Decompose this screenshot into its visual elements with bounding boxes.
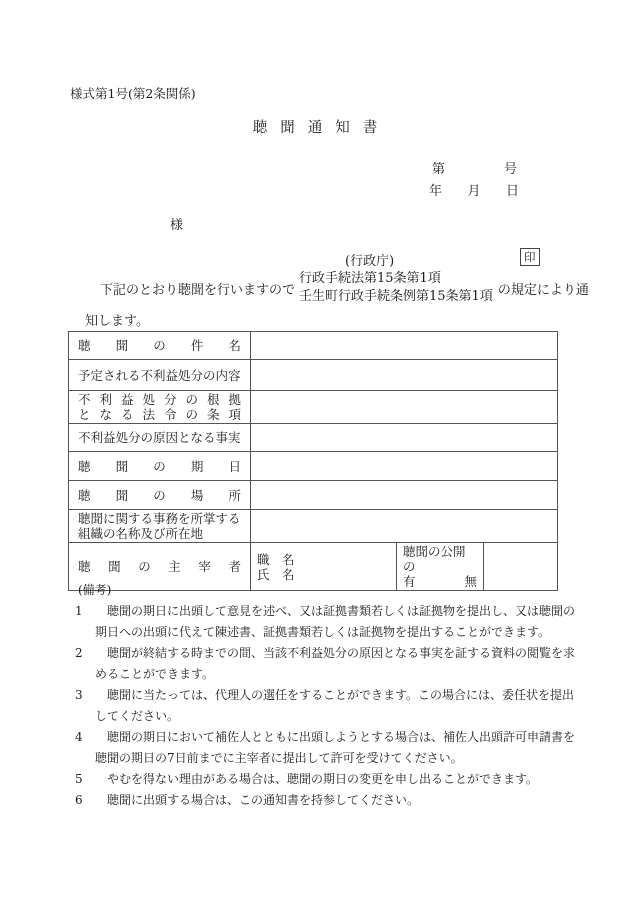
remark-number: 6 [75, 793, 83, 807]
table-row-responsible-organization [69, 510, 558, 543]
doc-number-prefix: 第 [432, 162, 446, 177]
intro-paragraph-continued: 知します。 [85, 314, 149, 329]
remarks-section [72, 580, 575, 811]
remark-item-4 [75, 727, 576, 769]
planned-disposition-value [251, 360, 558, 391]
hearing-public-no: 無 [464, 574, 477, 589]
remark-item-3 [75, 685, 575, 727]
table-row-case-name [69, 332, 558, 360]
remark-text: 聴聞の期日に出頭して意見を述べ、又は証拠書類若しくは証拠物を提出し、又は聴聞の期日への出頭に代えて陳述書、証拠書類若しくは証拠物を提出することができます。 [95, 604, 576, 639]
form-number: 様式第1号(第2条関係) [70, 86, 196, 101]
causal-facts-value [251, 424, 558, 452]
legal-basis-label [69, 391, 251, 424]
hearing-date-label: 聴聞の期日 [69, 452, 251, 481]
agency-label: (行政庁) [345, 254, 395, 269]
legal-basis-label-line2: となる法令の条項 [78, 407, 241, 422]
intro-paragraph [85, 270, 589, 306]
hearing-place-value [251, 481, 558, 510]
law-citation-national: 行政手続法第15条第1項 [299, 271, 441, 286]
date-month-label: 月 [467, 184, 481, 199]
hearing-public-label: 聴聞の公開の [403, 544, 466, 574]
remark-text: 聴聞が終結する時までの間、当該不利益処分の原因となる事実を証する資料の閲覧を求めることができます。 [95, 646, 576, 681]
document-number-line [432, 158, 517, 177]
remark-item-6 [75, 790, 575, 811]
law-citation-stack [299, 270, 493, 306]
document-date-line [429, 180, 519, 199]
remark-text: 聴聞に出頭する場合は、この通知書を持参してください。 [107, 793, 420, 807]
doc-number-suffix: 号 [503, 162, 517, 177]
table-row-causal-facts [69, 424, 558, 452]
causal-facts-label: 不利益処分の原因となる事実 [69, 424, 251, 452]
hearing-place-label: 聴聞の場所 [69, 481, 251, 510]
remark-text: やむを得ない理由がある場合は、聴聞の期日の変更を申し出ることができます。 [107, 772, 539, 786]
remark-number: 1 [75, 604, 83, 618]
planned-disposition-label: 予定される不利益処分の内容 [69, 360, 251, 391]
responsible-organization-label-line2: 組織の名称及び所在地 [78, 526, 204, 541]
presiding-officer-label: 聴聞の主宰者 [69, 543, 251, 591]
officer-title-label: 職 名 [257, 551, 295, 567]
document-title: 聴聞通知書 [252, 120, 391, 136]
hearing-date-value [251, 452, 558, 481]
remark-number: 3 [75, 688, 83, 702]
legal-basis-value [251, 391, 558, 424]
remark-item-5 [75, 769, 575, 790]
date-day-label: 日 [505, 184, 519, 199]
responsible-organization-label [69, 510, 251, 543]
table-row-hearing-date [69, 452, 558, 481]
table-row-hearing-place [69, 481, 558, 510]
remark-text: 聴聞に当たっては、代理人の選任をすることができます。この場合には、委任状を提出してください。 [95, 688, 575, 723]
officer-name-label: 氏 名 [257, 566, 295, 582]
case-name-label: 聴聞の件名 [69, 332, 251, 360]
intro-lead-text: 下記のとおり聴聞を行いますので [100, 282, 296, 298]
intro-tail-text: の規定により通 [497, 282, 589, 298]
responsible-organization-label-line1: 聴聞に関する事務を所掌する [78, 511, 241, 526]
remark-number: 2 [75, 646, 83, 660]
remark-number: 5 [75, 772, 83, 786]
remarks-heading: (備考) [78, 583, 112, 597]
case-name-value [251, 332, 558, 360]
remark-item-2 [75, 643, 576, 685]
responsible-organization-value [251, 510, 558, 543]
addressee-suffix: 様 [170, 218, 184, 233]
seal-mark: 印 [520, 248, 540, 266]
hearing-public-yes: 有 [403, 574, 416, 589]
hearing-details-table [68, 331, 558, 591]
remark-item-1 [75, 601, 576, 643]
law-citation-ordinance: 壬生町行政手続条例第15条第1項 [299, 289, 493, 304]
date-year-label: 年 [429, 184, 443, 199]
legal-basis-label-line1: 不利益処分の根拠 [78, 392, 241, 407]
remark-number: 4 [75, 730, 83, 744]
table-row-planned-disposition [69, 360, 558, 391]
table-row-legal-basis [69, 391, 558, 424]
remark-text: 聴聞の期日において補佐人とともに出頭しようとする場合は、補佐人出頭許可申請書を聴聞の期日の7日前までに主宰者に提出して許可を受けてください。 [95, 730, 576, 765]
